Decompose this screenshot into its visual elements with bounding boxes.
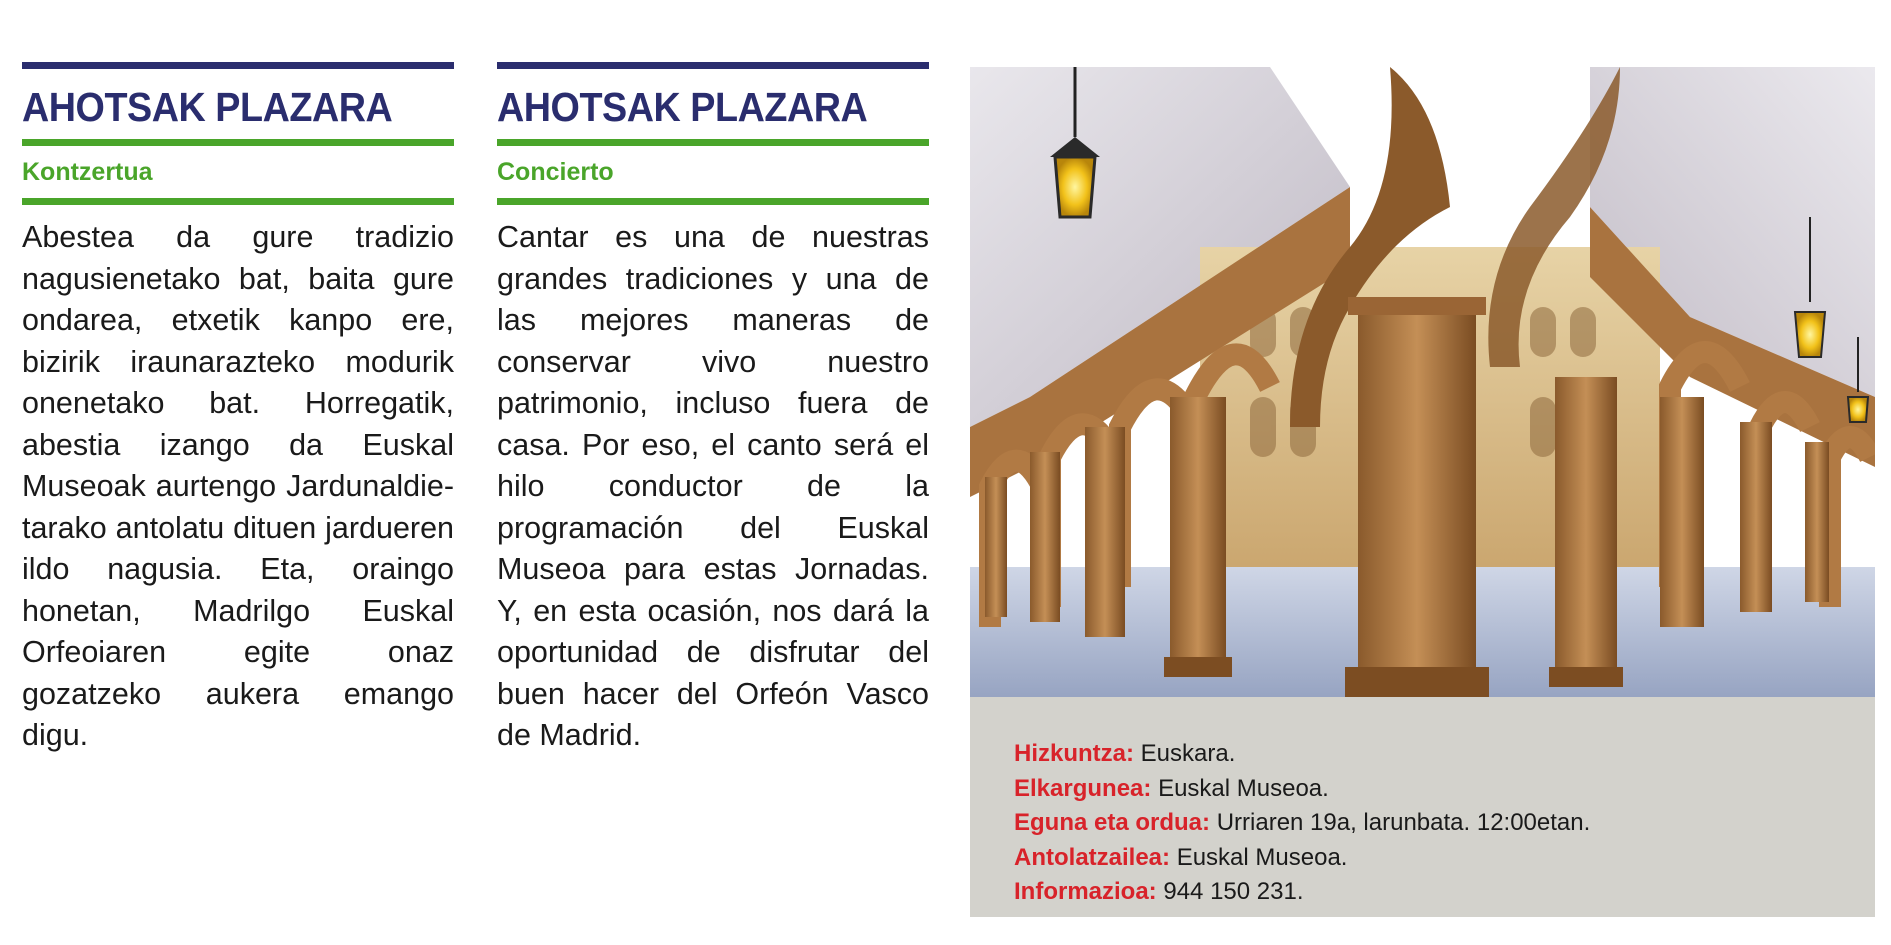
cloister-photo	[970, 67, 1875, 697]
subtitle-rule-bottom	[497, 198, 929, 205]
body-text: Abestea da gure tradizio nagusienetako bat, baita gure ondarea, etxetik kanpo ere, bizirik iraunarazteko modurik onenetako bat. Horregatik, abestia izango da Euskal Museoak aurtengo Jardunaldietarako antolatu dituen jardueren ildo nagusia. Eta, oraingo honetan, Madrilgo Euskal Orfeoiaren egite onaz gozatzeko aukera emango digu.	[22, 220, 454, 752]
spanish-column	[497, 62, 929, 757]
subtitle-rule-top	[22, 139, 454, 146]
title-rule	[22, 62, 454, 69]
info-line	[1014, 875, 1590, 910]
info-line	[1014, 806, 1590, 841]
info-line	[1014, 737, 1590, 772]
title-rule	[497, 62, 929, 69]
event-info-box	[970, 697, 1875, 917]
info-key: Antolatzailea:	[1014, 843, 1171, 871]
basque-column	[22, 62, 454, 757]
info-value: Euskal Museoa.	[1158, 774, 1329, 802]
info-value: Urriaren 19a, larunbata. 12:00etan.	[1216, 809, 1591, 836]
info-line	[1014, 772, 1590, 807]
page-title: AHOTSAK PLAZARA	[497, 84, 868, 130]
event-info-list	[1014, 737, 1590, 910]
info-key: Elkargunea:	[1014, 774, 1152, 802]
info-key: Eguna eta ordua:	[1014, 809, 1211, 836]
subtitle-rule-bottom	[22, 198, 454, 205]
body-text: Cantar es una de nuestras grandes tradiciones y una de las mejores maneras de conservar vivo nuestro patrimonio, incluso fuera de casa. Por eso, el canto será el hilo conductor de la programación del Euskal Museoa para estas Jornadas. Y, en esta ocasión, nos dará la oportunidad de disfrutar del buen hacer del Orfeón Vasco de Madrid.	[497, 220, 929, 752]
info-line	[1014, 841, 1590, 876]
subtitle: Concierto	[497, 158, 614, 186]
info-value: 944 150 231.	[1163, 878, 1304, 905]
info-value: Euskara.	[1140, 740, 1236, 767]
info-key: Hizkuntza:	[1014, 740, 1134, 767]
subtitle: Kontzertua	[22, 158, 153, 186]
page-title: AHOTSAK PLAZARA	[22, 84, 393, 130]
subtitle-rule-top	[497, 139, 929, 146]
info-value: Euskal Museoa.	[1176, 843, 1348, 871]
info-key: Informazioa:	[1014, 878, 1157, 905]
